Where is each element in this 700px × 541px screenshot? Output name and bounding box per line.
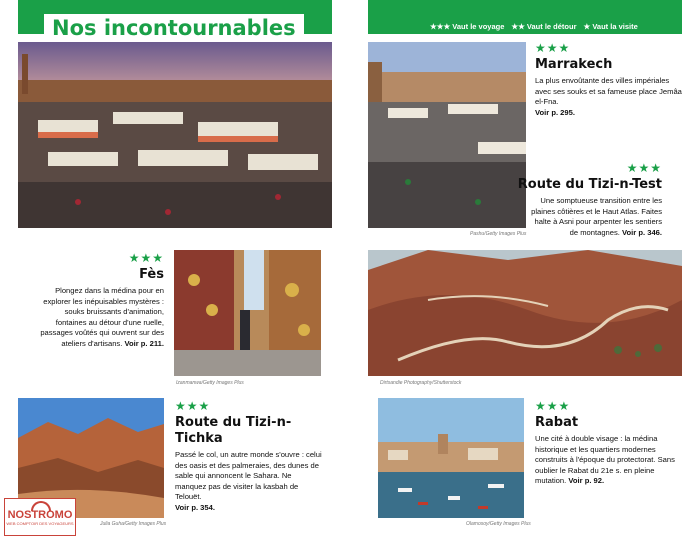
star-rating: ★★★	[535, 399, 571, 413]
photo-marrakech-square	[18, 42, 332, 228]
entry-title: Route du Tizi-n-Test	[517, 177, 662, 192]
star-rating: ★★★	[626, 161, 662, 175]
page-number: 7	[687, 21, 692, 31]
page-title: Nos incontournables	[44, 14, 304, 42]
page-reference: Voir p. 92.	[568, 476, 605, 485]
entry-description: Plongez dans la médina pour en explorer les inépuisables mystères : souks bruissants d'animation, fontaines au détour d'une ruelle, passages voûtés qui ouvrent sur des ateliers d'artisans. Voir p. 211.	[40, 286, 164, 348]
credit-rabat: Olamosoy/Getty Images Plus	[466, 521, 531, 527]
photo-tizi-n-test-road	[368, 250, 682, 376]
star-legend	[430, 20, 692, 32]
nostromo-logo	[4, 498, 76, 536]
credit-tizi-n-test: Dirtsandie Photography/Shutterstock	[380, 380, 462, 386]
star-rating: ★★★	[128, 251, 164, 265]
entry-title: Rabat	[535, 415, 579, 430]
star-rating: ★★★	[535, 41, 571, 55]
credit-marrakech: Pashu/Getty Images Plus	[470, 231, 527, 237]
legend-item-1: ★ Vaut la visite	[583, 21, 638, 31]
credit-tizi-n-tichka: Julia Guha/Getty Images Plus	[100, 521, 167, 527]
page-reference: Voir p. 346.	[622, 227, 662, 237]
credit-fes: Izanmanwa/Getty Images Plus	[176, 380, 244, 386]
page-reference: Voir p. 295.	[535, 107, 575, 117]
logo-tagline: WEB COMPTOIR DES VOYAGEURS	[6, 521, 74, 526]
entry-tizi-n-test	[517, 161, 662, 238]
photo-fes-souk	[174, 250, 321, 376]
legend-item-3: ★★★ Vaut le voyage	[430, 21, 505, 31]
entry-title: Marrakech	[535, 57, 613, 72]
page-reference: Voir p. 354.	[175, 502, 215, 512]
logo-arc-icon	[31, 501, 51, 511]
entry-description: Une cité à double visage : la médina historique et les quartiers modernes construits à l'époque du protectorat. Sans oublier le Rabat du 21e s. en pleine mutation. Voir p. 92.	[535, 434, 675, 485]
entry-tizi-n-tichka	[175, 400, 323, 513]
entry-description: Passé le col, un autre monde s'ouvre : celui des oasis et des palmeraies, des dunes de sable qui annoncent le Sahara. Ne manquez pas de visiter la kasbah de Telouët. Voir p. 354.	[175, 450, 322, 512]
entry-title: Fès	[139, 267, 164, 282]
entry-description: La plus envoûtante des villes impériales avec ses souks et sa fameuse place Jemâa el-Fna. Voir p. 295.	[535, 76, 682, 117]
entry-title: Route du Tizi-n-Tichka	[175, 415, 292, 446]
legend-item-2: ★★ Vaut le détour	[511, 21, 577, 31]
logo-name: NOSTROMO	[7, 509, 73, 521]
page-reference: Voir p. 211.	[124, 338, 164, 348]
entry-description: Une somptueuse transition entre les plaines côtières et le Haut Atlas. Faites halte à Asni pour arpenter les sentiers de montagnes. Voir p. 346.	[531, 196, 662, 237]
photo-rabat	[378, 398, 524, 518]
photo-marrakech-crowd	[368, 42, 526, 228]
entry-fes	[40, 252, 164, 349]
entry-marrakech	[535, 42, 685, 118]
entry-rabat	[535, 400, 685, 487]
star-rating: ★★★	[175, 399, 211, 413]
